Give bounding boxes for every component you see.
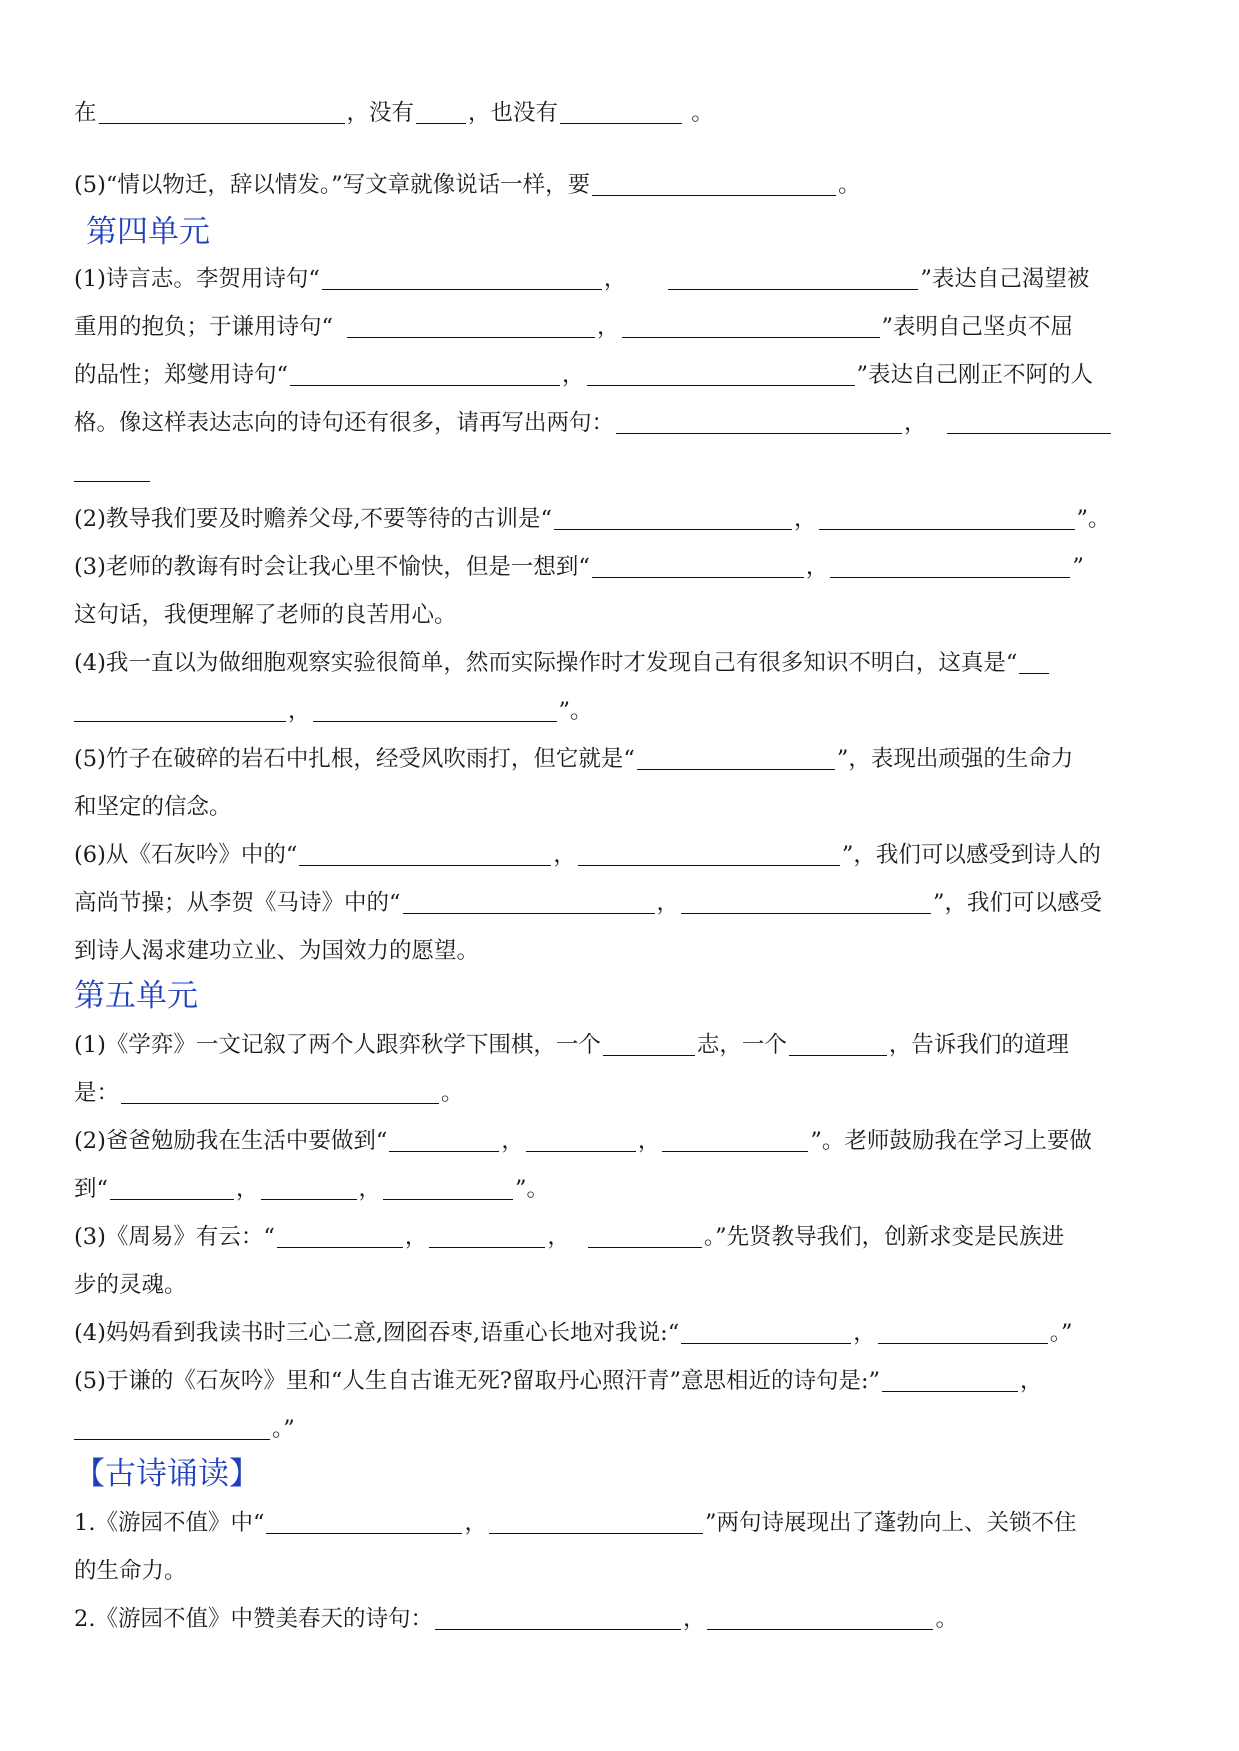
unit4-q1-line1: (1)诗言志。李贺用诗句“ ， ”表达自己渴望被 (74, 266, 1090, 292)
unit5-q3-line1: (3)《周易》有云：“ ， ， 。”先贤教导我们，创新求变是民族进 (74, 1224, 1065, 1250)
answer-blank[interactable] (603, 1033, 695, 1056)
unit5-q2-line1: (2)爸爸勉励我在生活中要做到“ ， ， ”。老师鼓励我在学习上要做 (74, 1128, 1092, 1154)
answer-blank[interactable] (299, 843, 551, 866)
answer-blank[interactable] (261, 1177, 357, 1200)
answer-blank[interactable] (554, 507, 792, 530)
unit4-q1-line4: 格。像这样表达志向的诗句还有很多，请再写出两句： ， (74, 408, 1113, 438)
unit4-q4-line1: (4)我一直以为做细胞观察实验很简单，然而实际操作时才发现自己有很多知识不明白，这真是“ (74, 648, 1051, 678)
poems-q2: 2.《游园不值》中赞美春天的诗句： ， 。 (74, 1606, 958, 1632)
unit4-q3-line1: (3)老师的教诲有时会让我心里不愉快，但是一想到“ ， ” (74, 554, 1084, 580)
answer-blank[interactable] (622, 315, 880, 338)
answer-blank[interactable] (592, 555, 804, 578)
answer-blank[interactable] (587, 363, 855, 386)
unit4-q6-line3: 到诗人渴求建功立业、为国效力的愿望。 (74, 938, 480, 964)
answer-blank[interactable] (681, 891, 931, 914)
unit4-q6-line2: 高尚节操；从李贺《马诗》中的“ ， ”，我们可以感受 (74, 890, 1103, 916)
answer-blank[interactable] (266, 1511, 462, 1534)
answer-blank[interactable] (616, 411, 902, 434)
unit4-q1-line3: 的品性；郑燮用诗句“ ， ”表达自己刚正不阿的人 (74, 362, 1094, 388)
answer-blank[interactable] (277, 1225, 403, 1248)
unit5-q1-line1: (1)《学弈》一文记叙了两个人跟弈秋学下围棋，一个 志，一个 ，告诉我们的道理 (74, 1032, 1069, 1058)
unit5-heading: 第五单元 (74, 978, 198, 1014)
unit4-q6-line1: (6)从《石灰吟》中的“ ， ”，我们可以感受到诗人的 (74, 842, 1101, 868)
unit5-q4: (4)妈妈看到我读书时三心二意,囫囵吞枣,语重心长地对我说:“ ， 。” (74, 1320, 1073, 1346)
answer-blank[interactable] (830, 555, 1070, 578)
unit4-q3-line2: 这句话，我便理解了老师的良苦用心。 (74, 602, 457, 628)
answer-blank[interactable] (637, 747, 835, 770)
answer-blank[interactable] (668, 267, 918, 290)
answer-blank[interactable] (588, 1225, 702, 1248)
answer-blank[interactable] (882, 1369, 1018, 1392)
poems-heading: 【古诗诵读】 (74, 1456, 260, 1492)
answer-blank[interactable] (403, 891, 655, 914)
unit4-heading: 第四单元 (86, 214, 210, 250)
answer-blank[interactable] (74, 459, 150, 482)
answer-blank[interactable] (681, 1321, 851, 1344)
answer-blank[interactable] (110, 1177, 234, 1200)
answer-blank[interactable] (1019, 651, 1049, 674)
answer-blank[interactable] (560, 101, 682, 124)
answer-blank[interactable] (416, 101, 466, 124)
answer-blank[interactable] (322, 267, 602, 290)
answer-blank[interactable] (429, 1225, 545, 1248)
answer-blank[interactable] (789, 1033, 887, 1056)
unit4-q1-line5 (74, 456, 152, 486)
answer-blank[interactable] (435, 1607, 681, 1630)
answer-blank[interactable] (592, 173, 836, 196)
answer-blank[interactable] (819, 507, 1075, 530)
answer-blank[interactable] (347, 315, 595, 338)
unit3-q5: (5)“情以物迁，辞以情发。”写文章就像说话一样，要 。 (74, 172, 861, 198)
answer-blank[interactable] (74, 1417, 270, 1440)
answer-blank[interactable] (99, 101, 345, 124)
answer-blank[interactable] (878, 1321, 1048, 1344)
unit3-line1: 在 ，没有 ，也没有 。 (74, 100, 714, 126)
unit4-q1-line2: 重用的抱负；于谦用诗句“ ， ”表明自己坚贞不屈 (74, 314, 1074, 340)
answer-blank[interactable] (947, 411, 1111, 434)
answer-blank[interactable] (290, 363, 560, 386)
answer-blank[interactable] (707, 1607, 933, 1630)
answer-blank[interactable] (578, 843, 840, 866)
answer-blank[interactable] (489, 1511, 703, 1534)
answer-blank[interactable] (383, 1177, 513, 1200)
answer-blank[interactable] (313, 699, 557, 722)
unit4-q2: (2)教导我们要及时赡养父母,不要等待的古训是“ ， ”。 (74, 506, 1111, 532)
poems-q1-line2: 的生命力。 (74, 1558, 187, 1584)
unit4-q5-line2: 和坚定的信念。 (74, 794, 232, 820)
unit5-q1-line2: 是： 。 (74, 1080, 464, 1106)
poems-q1-line1: 1.《游园不值》中“ ， ”两句诗展现出了蓬勃向上、关锁不住 (74, 1510, 1077, 1536)
unit5-q2-line2: 到“ ， ， ”。 (74, 1176, 550, 1202)
unit5-q5-line1: (5)于谦的《石灰吟》里和“人生自古谁无死?留取丹心照汗青”意思相近的诗句是:” ， (74, 1368, 1043, 1394)
answer-blank[interactable] (389, 1129, 499, 1152)
unit4-q4-line2: ， ”。 (74, 696, 593, 726)
answer-blank[interactable] (662, 1129, 808, 1152)
answer-blank[interactable] (74, 699, 286, 722)
answer-blank[interactable] (526, 1129, 636, 1152)
unit5-q5-line2: 。” (74, 1414, 295, 1444)
answer-blank[interactable] (121, 1081, 439, 1104)
unit5-q3-line2: 步的灵魂。 (74, 1272, 187, 1298)
unit4-q5-line1: (5)竹子在破碎的岩石中扎根，经受风吹雨打，但它就是“ ”，表现出顽强的生命力 (74, 746, 1074, 772)
